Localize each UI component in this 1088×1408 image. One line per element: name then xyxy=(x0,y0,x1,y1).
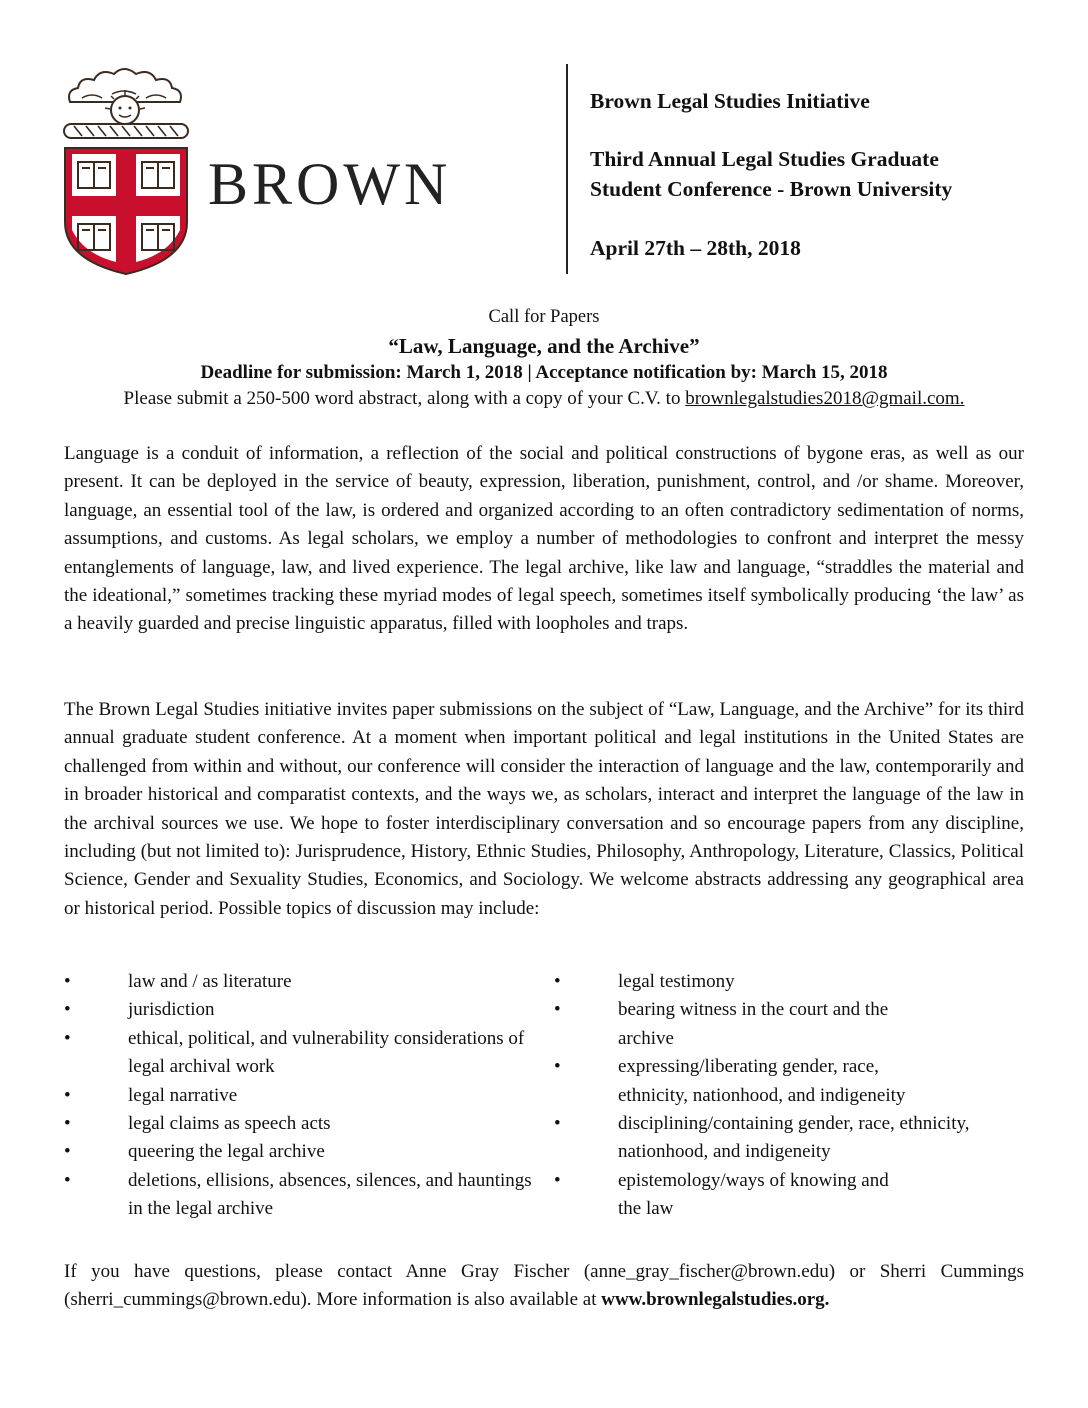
call-for-papers-label: Call for Papers xyxy=(488,307,600,327)
conference-dates: April 27th – 28th, 2018 xyxy=(590,236,801,260)
list-item: • epistemology/ways of knowing and the law xyxy=(554,1167,1034,1224)
list-item: • disciplining/containing gender, race, ethnicity, nationhood, and indigeneity xyxy=(554,1110,1034,1167)
list-item: • jurisdiction xyxy=(64,996,534,1024)
initiative-name: Brown Legal Studies Initiative xyxy=(590,89,870,113)
list-item: • legal narrative xyxy=(64,1082,534,1110)
deadline-line: Deadline for submission: March 1, 2018 | Acceptance notification by: March 15, 2018 xyxy=(200,362,888,383)
body-paragraph-2: The Brown Legal Studies initiative invites paper submissions on the subject of “Law, Language, and the Archive” for its third annual graduate student conference. At a moment when important political and legal institutions in the United States are challenged from within and without, our conference will consider the interaction of language and the law, contemporarily and in broader historical and comparatist contexts, and the ways we, as scholars, interact and interpret the language of the law in the archival sources we use. We hope to foster interdisciplinary conversation and so encourage papers from any discipline, including (but not limited to): Jurisprudence, History, Ethnic Studies, Philosophy, Anthropology, Literature, Classics, Political Science, Gender and Sexuality Studies, Economics, and Sociology. We welcome abstracts addressing any geographical area or historical period. Possible topics of discussion may include: xyxy=(64,699,1024,919)
contact-text: If you have questions, please contact Anne Gray Fischer (anne_gray_fischer@brown.edu) or Sherri Cummings (sherri_cummings@brown.edu). More information is also available at xyxy=(64,1261,1024,1311)
website-link[interactable]: www.brownlegalstudies.org. xyxy=(601,1289,830,1311)
list-item: • law and / as literature xyxy=(64,968,534,996)
brown-wordmark: BROWN xyxy=(208,151,452,217)
brown-logo xyxy=(62,62,492,277)
list-item: • queering the legal archive xyxy=(64,1138,534,1166)
list-item: • bearing witness in the court and the archive xyxy=(554,996,1034,1053)
topics-list-left xyxy=(64,968,534,1224)
submission-email-link[interactable]: brownlegalstudies2018@gmail.com. xyxy=(685,388,965,409)
submission-instructions xyxy=(0,388,1088,410)
list-item: • legal testimony xyxy=(554,968,1034,996)
list-item: • deletions, ellisions, absences, silences, and hauntings in the legal archive xyxy=(64,1167,534,1224)
header-divider xyxy=(566,64,568,274)
list-item: • expressing/liberating gender, race, ethnicity, nationhood, and indigeneity xyxy=(554,1053,1034,1110)
topics-list-right xyxy=(554,968,1034,1224)
brown-shield-icon xyxy=(62,62,192,277)
list-item: • legal claims as speech acts xyxy=(64,1110,534,1138)
conference-theme-title: “Law, Language, and the Archive” xyxy=(388,334,700,358)
body-paragraph-1: Language is a conduit of information, a reflection of the social and political constructions of bygone eras, as well as our present. It can be deployed in the service of beauty, expression, liberation, punishment, control, and /or shame. Moreover, language, an essential tool of the law, is ordered and organized according to an often contradictory sedimentation of norms, assumptions, and customs. As legal scholars, we employ a number of methodologies to confront and interpret the messy entanglements of language, law, and lived experience. The legal archive, like law and language, “straddles the material and the ideational,” sometimes tracking these myriad modes of legal speech, sometimes itself symbolically producing ‘the law’ as a heavily guarded and precise linguistic apparatus, filled with loopholes and traps. xyxy=(64,443,1024,635)
submission-text: Please submit a 250-500 word abstract, along with a copy of your C.V. to xyxy=(123,388,686,409)
list-item: • ethical, political, and vulnerability considerations of legal archival work xyxy=(64,1025,534,1082)
conference-title-line1: Third Annual Legal Studies Graduate xyxy=(590,147,939,171)
conference-title-line2: Student Conference - Brown University xyxy=(590,177,953,201)
contact-paragraph xyxy=(64,1258,1024,1315)
